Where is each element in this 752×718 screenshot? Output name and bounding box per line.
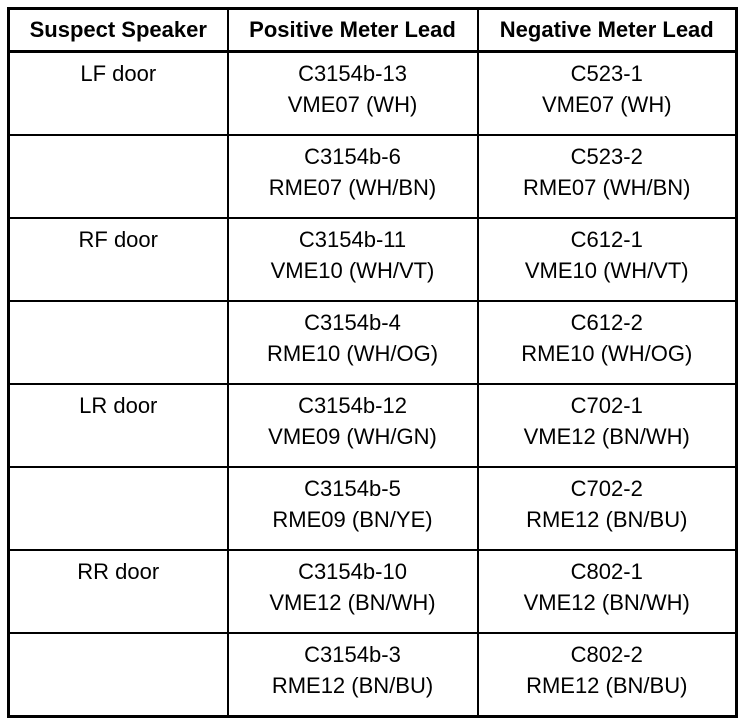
positive-lead-cell bbox=[228, 384, 478, 467]
table-row bbox=[9, 52, 737, 136]
positive-lead-cell bbox=[228, 52, 478, 136]
header-negative-meter-lead: Negative Meter Lead bbox=[478, 9, 737, 52]
circuit-wire: RME09 (BN/YE) bbox=[272, 507, 433, 532]
circuit-wire: VME07 (WH) bbox=[287, 92, 418, 117]
connector-pin: C702-2 bbox=[570, 476, 643, 501]
connector-pin: C3154b-5 bbox=[304, 476, 401, 501]
speaker-cell: RR door bbox=[9, 550, 228, 633]
positive-lead-cell bbox=[228, 467, 478, 550]
circuit-wire: RME07 (WH/BN) bbox=[523, 175, 691, 200]
circuit-wire: RME12 (BN/BU) bbox=[526, 673, 688, 698]
negative-lead-cell bbox=[478, 467, 737, 550]
table-row bbox=[9, 384, 737, 467]
speaker-cell: LR door bbox=[9, 384, 228, 467]
table-row bbox=[9, 550, 737, 633]
circuit-wire: RME12 (BN/BU) bbox=[271, 673, 434, 698]
table-row bbox=[9, 467, 737, 550]
connector-pin: C3154b-11 bbox=[298, 227, 407, 252]
circuit-wire: VME12 (BN/WH) bbox=[523, 590, 690, 615]
connector-pin: C802-2 bbox=[570, 642, 643, 667]
negative-lead-cell bbox=[478, 301, 737, 384]
negative-lead-cell bbox=[478, 633, 737, 717]
circuit-wire: VME12 (BN/WH) bbox=[523, 424, 690, 449]
table-row bbox=[9, 633, 737, 717]
connector-pin: C802-1 bbox=[570, 559, 643, 584]
connector-pin: C612-1 bbox=[570, 227, 643, 252]
speaker-cell: RF door bbox=[9, 218, 228, 301]
table-row bbox=[9, 301, 737, 384]
speaker-cell: LF door bbox=[9, 52, 228, 136]
circuit-wire: VME10 (WH/VT) bbox=[524, 258, 689, 283]
header-positive-meter-lead: Positive Meter Lead bbox=[228, 9, 478, 52]
positive-lead-cell bbox=[228, 301, 478, 384]
negative-lead-cell bbox=[478, 52, 737, 136]
connector-pin: C3154b-3 bbox=[304, 642, 401, 667]
meter-lead-table bbox=[7, 7, 738, 718]
negative-lead-cell bbox=[478, 135, 737, 218]
circuit-wire: RME10 (WH/OG) bbox=[266, 341, 439, 366]
circuit-wire: RME12 (BN/BU) bbox=[526, 507, 688, 532]
speaker-cell bbox=[9, 633, 228, 717]
connector-pin: C3154b-4 bbox=[304, 310, 401, 335]
positive-lead-cell bbox=[228, 633, 478, 717]
circuit-wire: VME09 (WH/GN) bbox=[268, 424, 437, 449]
negative-lead-cell bbox=[478, 550, 737, 633]
circuit-wire: VME10 (WH/VT) bbox=[270, 258, 435, 283]
speaker-cell bbox=[9, 135, 228, 218]
table-container bbox=[7, 7, 735, 698]
positive-lead-cell bbox=[228, 135, 478, 218]
connector-pin: C702-1 bbox=[570, 393, 643, 418]
circuit-wire: VME12 (BN/WH) bbox=[269, 590, 436, 615]
circuit-wire: VME07 (WH) bbox=[541, 92, 672, 117]
speaker-cell bbox=[9, 301, 228, 384]
positive-lead-cell bbox=[228, 550, 478, 633]
connector-pin: C523-1 bbox=[570, 61, 643, 86]
connector-pin: C3154b-13 bbox=[298, 61, 407, 86]
connector-pin: C3154b-10 bbox=[298, 559, 407, 584]
connector-pin: C523-2 bbox=[570, 144, 643, 169]
negative-lead-cell bbox=[478, 218, 737, 301]
connector-pin: C3154b-12 bbox=[298, 393, 407, 418]
connector-pin: C612-2 bbox=[570, 310, 643, 335]
positive-lead-cell bbox=[228, 218, 478, 301]
table-row bbox=[9, 218, 737, 301]
circuit-wire: RME10 (WH/OG) bbox=[521, 341, 693, 366]
header-suspect-speaker: Suspect Speaker bbox=[9, 9, 228, 52]
negative-lead-cell bbox=[478, 384, 737, 467]
connector-pin: C3154b-6 bbox=[304, 144, 401, 169]
header-row bbox=[9, 9, 737, 52]
speaker-cell bbox=[9, 467, 228, 550]
circuit-wire: RME07 (WH/BN) bbox=[268, 175, 437, 200]
table-row bbox=[9, 135, 737, 218]
